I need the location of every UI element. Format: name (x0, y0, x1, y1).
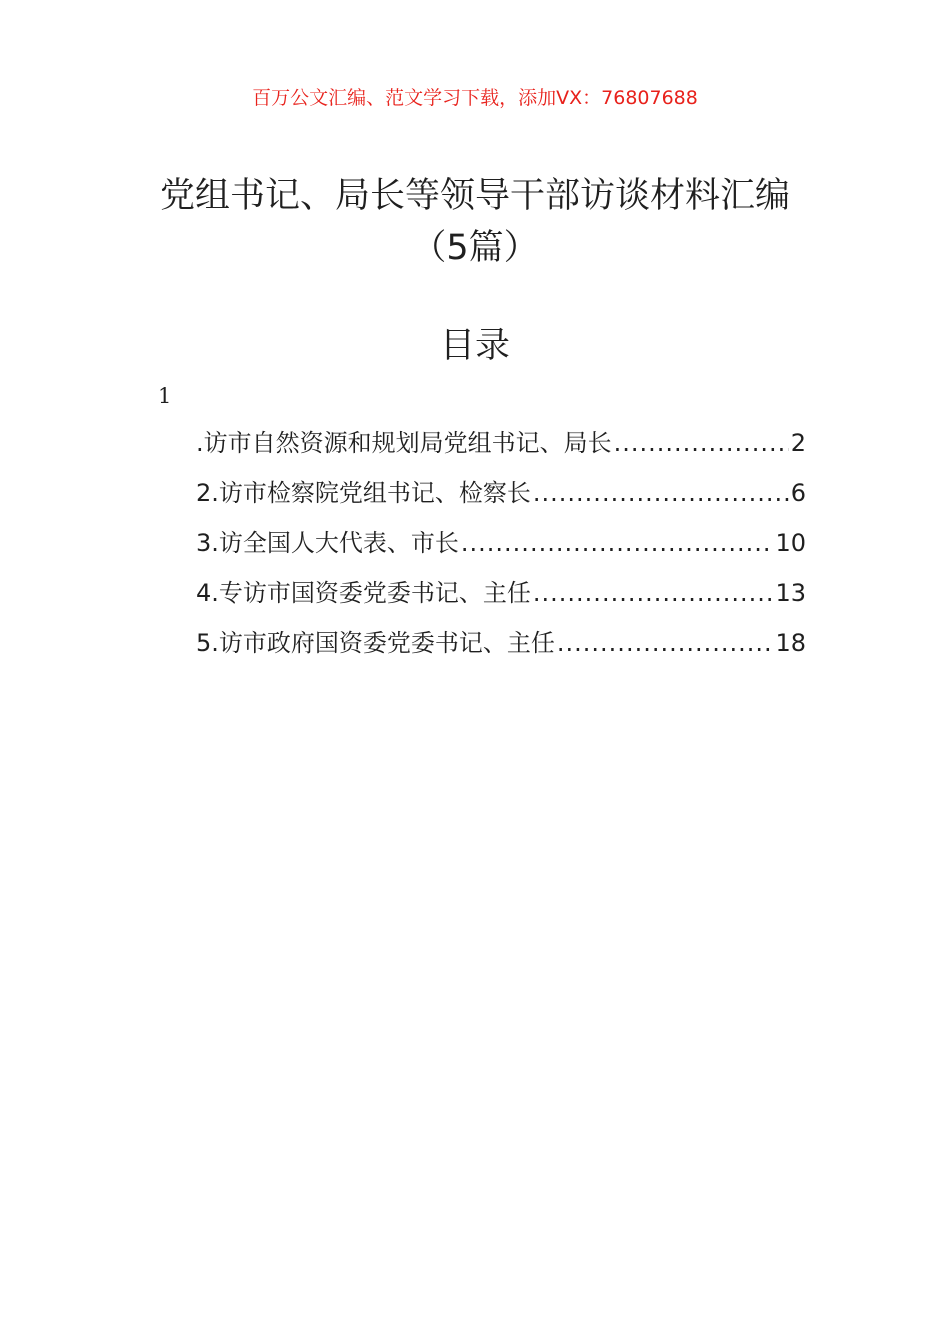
toc-entry-label: 4.专访市国资委党委书记、主任 (196, 579, 531, 607)
toc-entry-page: 13 (775, 579, 806, 607)
toc-entry-page: 6 (790, 479, 806, 507)
toc-entry-label: 5.访市政府国资委党委书记、主任 (196, 629, 555, 657)
stray-number: 1 (158, 384, 172, 408)
document-title (0, 170, 950, 274)
table-of-contents (196, 424, 806, 674)
toc-heading: 目录 (439, 326, 510, 366)
toc-entry-1[interactable] (196, 424, 806, 474)
toc-entry-5[interactable] (196, 624, 806, 674)
toc-leader-dots (533, 574, 774, 612)
toc-entry-page: 18 (775, 629, 806, 657)
toc-leader-dots (461, 524, 774, 562)
toc-entry-3[interactable] (196, 524, 806, 574)
toc-entry-label: 2.访市检察院党组书记、检察长 (196, 479, 531, 507)
toc-leader-dots (614, 424, 789, 462)
toc-entry-2[interactable] (196, 474, 806, 524)
toc-entry-page: 2 (790, 429, 806, 457)
header-note: 百万公文汇编、范文学习下载，添加VX：76807688 (252, 87, 698, 109)
toc-entry-4[interactable] (196, 574, 806, 624)
toc-entry-label: .访市自然资源和规划局党组书记、局长 (196, 429, 612, 457)
document-title-line-1: 党组书记、局长等领导干部访谈材料汇编 (159, 176, 790, 216)
toc-leader-dots (557, 624, 774, 662)
toc-entry-page: 10 (775, 529, 806, 557)
toc-entry-label: 3.访全国人大代表、市长 (196, 529, 459, 557)
document-title-line-2: （5篇） (411, 228, 539, 268)
toc-leader-dots (533, 474, 789, 512)
